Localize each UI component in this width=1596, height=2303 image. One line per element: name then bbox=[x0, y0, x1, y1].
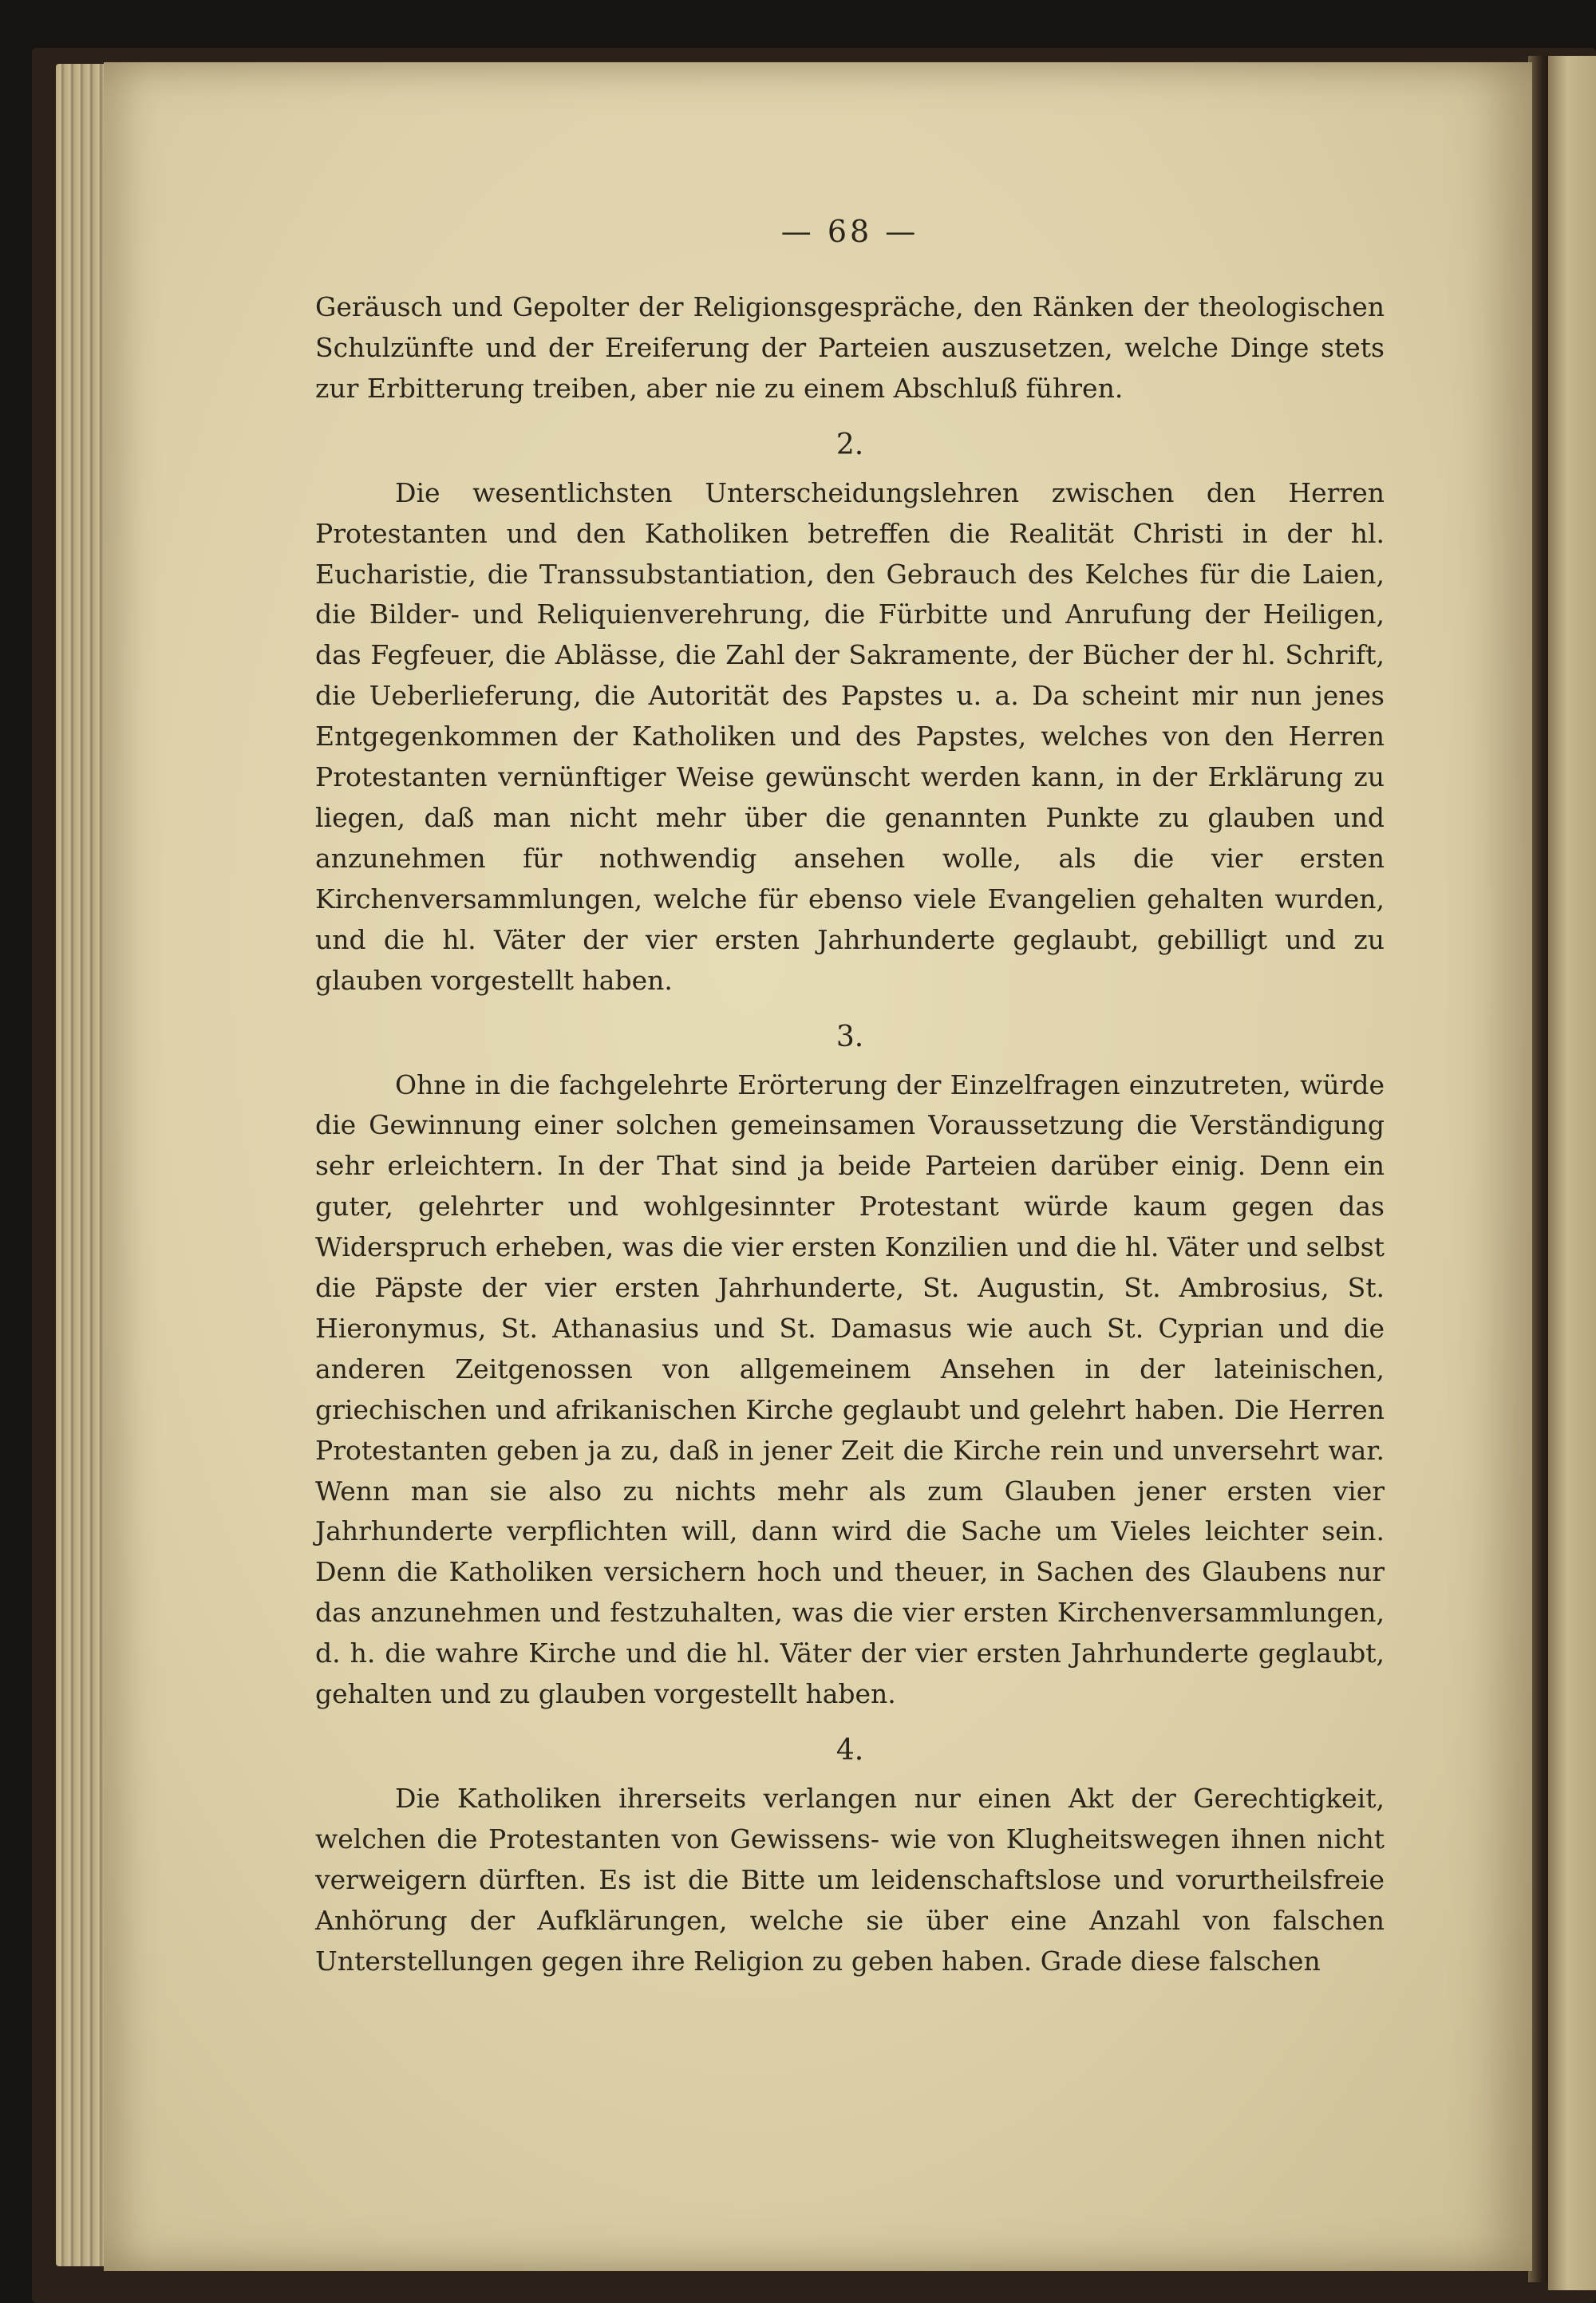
paragraph-section-3: Ohne in die fachgelehrte Erörterung der Einzelfragen einzutreten, würde die Gewinnung einer solchen gemeinsamen Voraussetzung die Verständigung sehr erleichtern. In der That sind ja beide Parteien darüber einig. Denn ein guter, gelehrter und wohlgesinnter Protestant würde kaum gegen das Widerspruch erheben, was die vier ersten Konzilien und die hl. Väter und selbst die Päpste der vier ersten Jahrhunderte, St. Augustin, St. Ambrosius, St. Hieronymus, St. Athanasius und St. Damasus wie auch St. Cyprian und die anderen Zeitgenossen von allgemeinem Ansehen in der lateinischen, griechischen und afrikanischen Kirche geglaubt und gelehrt haben. Die Herren Protestanten geben ja zu, daß in jener Zeit die Kirche rein und unversehrt war. Wenn man sie also zu nichts mehr als zum Glauben jener ersten vier Jahrhunderte verpflichten will, dann wird die Sache um Vieles leichter sein. Denn die Katholiken versichern hoch und theuer, in Sachen des Glaubens nur das anzunehmen und festzuhalten, was die vier ersten Kirchenversammlungen, d. h. die wahre Kirche und die hl. Väter der vier ersten Jahrhunderte geglaubt, gehalten und zu glauben vorgestellt haben. bbox=[315, 1069, 1385, 1710]
paragraph-continued: Geräusch und Gepolter der Religionsgespräche, den Ränken der theologischen Schulzünfte und der Ereiferung der Parteien auszusetzen, welche Dinge stets zur Erbitterung treiben, aber nie zu einem Abschluß führen. bbox=[315, 291, 1385, 404]
section-number-2: 2. bbox=[836, 428, 864, 461]
section-number-4: 4. bbox=[836, 1734, 864, 1767]
paragraph-section-2: Die wesentlichsten Unterscheidungslehren zwischen den Herren Protestanten und den Katholiken betreffen die Realität Christi in der hl. Eucharistie, die Transsubstantiation, den Gebrauch des Kelches für die Laien, die Bilder- und Reliquienverehrung, die Fürbitte und Anrufung der Heiligen, das Fegfeuer, die Ablässe, die Zahl der Sakramente, der Bücher der hl. Schrift, die Ueberlieferung, die Autorität des Papstes u. a. Da scheint mir nun jenes Entgegenkommen der Katholiken und des Papstes, welches von den Herren Protestanten vernünftiger Weise gewünscht werden kann, in der Erklärung zu liegen, daß man nicht mehr über die genannten Punkte zu glauben und anzunehmen für nothwendig ansehen wolle, als die vier ersten Kirchenversammlungen, welche für ebenso viele Evangelien gehalten wurden, und die hl. Väter der vier ersten Jahrhunderte geglaubt, gebilligt und zu glauben vorgestellt haben. bbox=[315, 476, 1385, 996]
page-number: — 68 — bbox=[780, 214, 919, 249]
facing-page-edge bbox=[1548, 56, 1596, 2290]
section-number-3: 3. bbox=[836, 1020, 864, 1053]
paragraph-section-4: Die Katholiken ihrerseits verlangen nur einen Akt der Gerechtigkeit, welchen die Protestanten von Gewissens- wie von Klugheitswegen ihnen nicht verweigern dürften. Es ist die Bitte um leidenschaftslose und vorurtheilsfreie Anhörung der Aufklärungen, welche sie über eine Anzahl von falschen Unterstellungen gegen ihre Religion zu geben haben. Grade diese falschen bbox=[315, 1783, 1385, 1977]
page-text bbox=[315, 207, 1385, 1982]
